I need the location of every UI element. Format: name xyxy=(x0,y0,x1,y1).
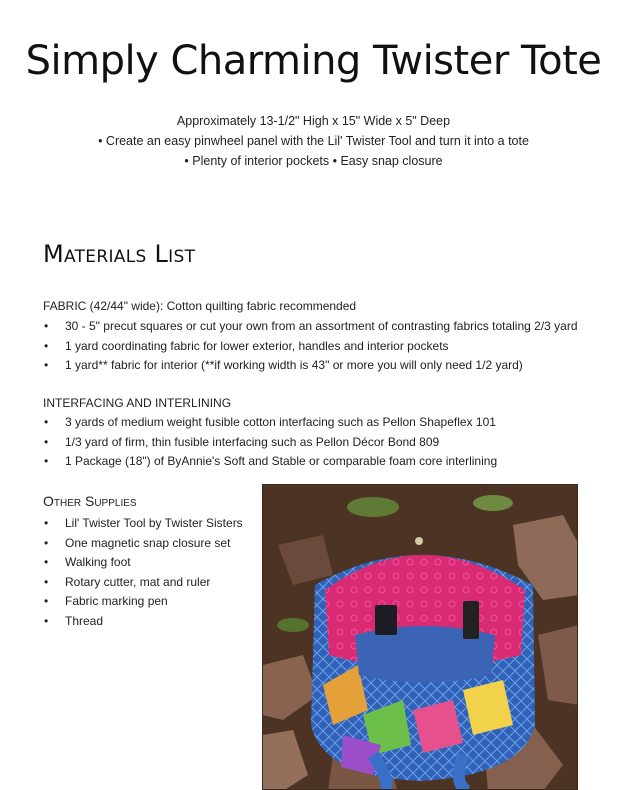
list-item: • Thread xyxy=(43,612,243,632)
list-item: • 1 Package (18") of ByAnnie's Soft and Stable or comparable foam core interlining xyxy=(43,452,497,472)
list-item: • 30 - 5" precut squares or cut your own from an assortment of contrasting fabrics totaling 2/3 yard xyxy=(43,317,578,337)
list-item: • 1 yard coordinating fabric for lower exterior, handles and interior pockets xyxy=(43,337,578,357)
list-item: • 3 yards of medium weight fusible cotton interfacing such as Pellon Shapeflex 101 xyxy=(43,413,497,433)
list-item: • 1 yard** fabric for interior (**if working width is 43" or more you will only need 1/2 yard) xyxy=(43,356,578,376)
list-item: • Rotary cutter, mat and ruler xyxy=(43,573,243,593)
subtitle-feature-pinwheel: • Create an easy pinwheel panel with the Lil' Twister Tool and turn it into a tote xyxy=(98,134,529,148)
list-item: • Fabric marking pen xyxy=(43,592,243,612)
list-item: • One magnetic snap closure set xyxy=(43,534,243,554)
fabric-label: FABRIC (42/44" wide): Cotton quilting fabric recommended xyxy=(43,299,357,313)
fabric-list xyxy=(43,317,578,376)
interfacing-label: INTERFACING AND INTERLINING xyxy=(43,396,232,410)
page-title: Simply Charming Twister Tote xyxy=(25,38,602,84)
materials-list-heading: Materials List xyxy=(43,240,196,268)
subtitle-dimensions: Approximately 13-1/2" High x 15" Wide x 5" Deep xyxy=(176,114,451,128)
other-supplies-heading: Other Supplies xyxy=(43,493,137,509)
other-supplies-list xyxy=(43,514,243,631)
subtitle-feature-pockets: • Plenty of interior pockets • Easy snap closure xyxy=(184,154,443,168)
interfacing-list xyxy=(43,413,497,472)
list-item: • Walking foot xyxy=(43,553,243,573)
list-item: • 1/3 yard of firm, thin fusible interfacing such as Pellon Décor Bond 809 xyxy=(43,433,497,453)
tote-bag-photo xyxy=(262,484,578,790)
list-item: • Lil' Twister Tool by Twister Sisters xyxy=(43,514,243,534)
